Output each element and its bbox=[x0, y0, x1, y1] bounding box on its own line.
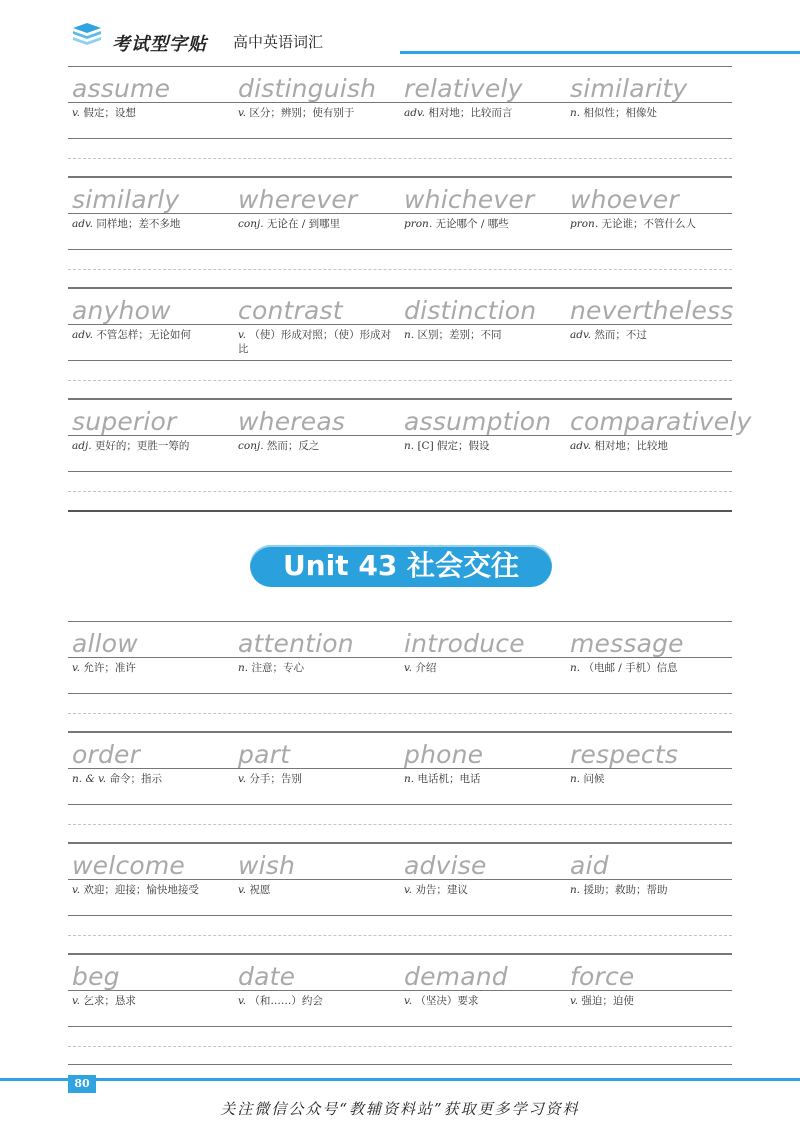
trace-word: distinguish bbox=[238, 74, 377, 103]
trace-word: similarly bbox=[72, 185, 180, 214]
part-of-speech: n. bbox=[570, 884, 581, 896]
meaning-text: 劝告；建议 bbox=[415, 884, 468, 896]
vocab-entry bbox=[566, 177, 732, 257]
header-rule bbox=[400, 51, 800, 54]
trace-word: order bbox=[72, 740, 141, 769]
meaning-text: 无论在 / 到哪里 bbox=[266, 218, 341, 230]
part-of-speech: n. bbox=[404, 440, 415, 452]
meaning-text: 注意；专心 bbox=[251, 662, 304, 674]
meaning-text: 分手；告别 bbox=[249, 773, 302, 785]
trace-word: nevertheless bbox=[570, 296, 734, 325]
trace-word: distinction bbox=[404, 296, 537, 325]
word-definition bbox=[72, 106, 226, 120]
vocab-entry bbox=[566, 66, 732, 146]
dotted-guide-line bbox=[68, 935, 732, 936]
vocab-entry bbox=[234, 621, 400, 701]
part-of-speech: v. bbox=[72, 662, 81, 674]
word-definition bbox=[238, 883, 392, 897]
vocab-entry bbox=[400, 399, 566, 479]
meaning-text: 允许；准许 bbox=[83, 662, 136, 674]
vocab-entry bbox=[68, 288, 234, 368]
word-definition bbox=[404, 772, 558, 786]
trace-word: aid bbox=[570, 851, 609, 880]
trace-word: assumption bbox=[404, 407, 552, 436]
trace-word: phone bbox=[404, 740, 484, 769]
vocab-row bbox=[68, 66, 732, 177]
footer-rule bbox=[0, 1078, 800, 1081]
word-definition bbox=[238, 328, 392, 356]
vocab-entry bbox=[234, 732, 400, 812]
trace-word: contrast bbox=[238, 296, 343, 325]
part-of-speech: n. bbox=[570, 662, 581, 674]
dotted-guide-line bbox=[68, 824, 732, 825]
part-of-speech: adv. bbox=[72, 329, 94, 341]
word-definition bbox=[238, 661, 392, 675]
word-definition bbox=[72, 217, 226, 231]
meaning-text: 援助；救助；帮助 bbox=[583, 884, 668, 896]
word-definition bbox=[404, 439, 558, 453]
meaning-text: （坚决）要求 bbox=[415, 995, 479, 1007]
book-subtitle: 高中英语词汇 bbox=[233, 33, 324, 51]
vocab-entry bbox=[68, 399, 234, 479]
vocab-row bbox=[68, 954, 732, 1065]
meaning-text: 欢迎；迎接；愉快地接受 bbox=[83, 884, 199, 896]
trace-word: introduce bbox=[404, 629, 525, 658]
part-of-speech: n. & v. bbox=[72, 773, 107, 785]
part-of-speech: conj. bbox=[238, 440, 264, 452]
part-of-speech: v. bbox=[72, 884, 81, 896]
part-of-speech: pron. bbox=[570, 218, 599, 230]
vocab-entry bbox=[68, 843, 234, 923]
vocab-entry bbox=[68, 732, 234, 812]
part-of-speech: v. bbox=[238, 329, 247, 341]
meaning-text: 强迫；迫使 bbox=[581, 995, 634, 1007]
part-of-speech: v. bbox=[570, 995, 579, 1007]
word-definition bbox=[72, 328, 226, 342]
meaning-text: 同样地；差不多地 bbox=[96, 218, 181, 230]
vocab-row bbox=[68, 288, 732, 399]
trace-word: assume bbox=[72, 74, 171, 103]
part-of-speech: adv. bbox=[570, 440, 592, 452]
part-of-speech: pron. bbox=[404, 218, 433, 230]
part-of-speech: n. bbox=[404, 773, 415, 785]
vocab-entry bbox=[234, 843, 400, 923]
trace-word: wherever bbox=[238, 185, 358, 214]
meaning-text: 假定；设想 bbox=[83, 107, 136, 119]
word-definition bbox=[570, 217, 724, 231]
vocab-entry bbox=[566, 399, 752, 479]
part-of-speech: conj. bbox=[238, 218, 264, 230]
dotted-guide-line bbox=[68, 1046, 732, 1047]
vocab-entry bbox=[234, 177, 400, 257]
vocab-entry bbox=[400, 843, 566, 923]
part-of-speech: n. bbox=[570, 773, 581, 785]
trace-word: part bbox=[238, 740, 291, 769]
part-of-speech: v. bbox=[404, 995, 413, 1007]
word-definition bbox=[404, 883, 558, 897]
meaning-text: 区分；辨别；使有别于 bbox=[249, 107, 355, 119]
vocab-entry bbox=[566, 954, 732, 1034]
vocab-entry bbox=[400, 954, 566, 1034]
guide-line bbox=[68, 1064, 732, 1065]
book-logo-icon bbox=[72, 22, 102, 48]
part-of-speech: v. bbox=[404, 662, 413, 674]
meaning-text: 祝愿 bbox=[249, 884, 271, 896]
vocab-row bbox=[68, 399, 752, 510]
word-definition bbox=[570, 661, 724, 675]
vocab-entry bbox=[400, 621, 566, 701]
vocab-entry bbox=[400, 66, 566, 146]
part-of-speech: n. bbox=[404, 329, 415, 341]
vocab-row bbox=[68, 732, 732, 843]
trace-word: attention bbox=[238, 629, 354, 658]
meaning-text: 区别；差别；不同 bbox=[417, 329, 502, 341]
meaning-text: （和……）约会 bbox=[249, 995, 323, 1007]
meaning-text: （使）形成对照；（使）形成对比 bbox=[238, 329, 392, 355]
word-definition bbox=[404, 106, 558, 120]
vocab-row bbox=[68, 843, 732, 954]
word-definition bbox=[570, 772, 724, 786]
word-definition bbox=[570, 328, 724, 342]
vocab-entry bbox=[234, 399, 400, 479]
vocab-entry bbox=[68, 177, 234, 257]
trace-word: allow bbox=[72, 629, 138, 658]
meaning-text: 相对地；比较地 bbox=[594, 440, 668, 452]
brand-title: 考试型字贴 bbox=[112, 34, 207, 55]
meaning-text: 然而；反之 bbox=[266, 440, 320, 452]
part-of-speech: adv. bbox=[570, 329, 592, 341]
vocab-entry bbox=[400, 288, 566, 368]
word-definition bbox=[238, 772, 392, 786]
meaning-text: 命令；指示 bbox=[109, 773, 162, 785]
dotted-guide-line bbox=[68, 491, 732, 492]
word-definition bbox=[404, 217, 558, 231]
word-definition bbox=[72, 994, 226, 1008]
unit-title: Unit 43 社会交往 bbox=[282, 549, 520, 582]
meaning-text: 不管怎样；无论如何 bbox=[96, 329, 191, 341]
unit-banner bbox=[250, 545, 552, 587]
word-definition bbox=[238, 106, 392, 120]
vocab-entry bbox=[234, 66, 400, 146]
trace-word: similarity bbox=[570, 74, 688, 103]
vocab-entry bbox=[400, 177, 566, 257]
trace-word: advise bbox=[404, 851, 487, 880]
meaning-text: 无论哪个 / 哪些 bbox=[435, 218, 509, 230]
footer-note: 关注微信公众号“教辅资料站”获取更多学习资料 bbox=[220, 1100, 580, 1118]
meaning-text: 更好的；更胜一筹的 bbox=[94, 440, 190, 452]
vocab-entry bbox=[68, 66, 234, 146]
vocab-row bbox=[68, 177, 732, 288]
trace-word: superior bbox=[72, 407, 177, 436]
dotted-guide-line bbox=[68, 269, 732, 270]
word-definition bbox=[404, 661, 558, 675]
part-of-speech: v. bbox=[72, 107, 81, 119]
word-definition bbox=[570, 106, 724, 120]
part-of-speech: n. bbox=[570, 107, 581, 119]
trace-word: relatively bbox=[404, 74, 523, 103]
trace-word: wish bbox=[238, 851, 296, 880]
trace-word: demand bbox=[404, 962, 508, 991]
word-definition bbox=[72, 772, 226, 786]
meaning-text: 介绍 bbox=[415, 662, 437, 674]
vocab-entry bbox=[566, 621, 732, 701]
part-of-speech: v. bbox=[238, 884, 247, 896]
vocab-entry bbox=[566, 843, 732, 923]
part-of-speech: n. bbox=[238, 662, 249, 674]
trace-word: comparatively bbox=[570, 407, 752, 436]
meaning-text: 无论谁；不管什么人 bbox=[601, 218, 697, 230]
trace-word: anyhow bbox=[72, 296, 171, 325]
page-number: 80 bbox=[68, 1075, 96, 1093]
word-definition bbox=[72, 661, 226, 675]
trace-word: whereas bbox=[238, 407, 346, 436]
part-of-speech: adv. bbox=[404, 107, 426, 119]
part-of-speech: v. bbox=[238, 107, 247, 119]
part-of-speech: v. bbox=[238, 995, 247, 1007]
vocab-entry bbox=[566, 288, 732, 368]
word-definition bbox=[72, 883, 226, 897]
word-definition bbox=[72, 439, 226, 453]
guide-line bbox=[68, 510, 732, 512]
dotted-guide-line bbox=[68, 158, 732, 159]
word-definition bbox=[404, 328, 558, 342]
meaning-text: 相似性；相像处 bbox=[583, 107, 657, 119]
meaning-text: 乞求；恳求 bbox=[83, 995, 136, 1007]
meaning-text: 然而；不过 bbox=[594, 329, 647, 341]
part-of-speech: v. bbox=[238, 773, 247, 785]
trace-word: respects bbox=[570, 740, 679, 769]
word-definition bbox=[404, 994, 558, 1008]
vocab-entry bbox=[68, 621, 234, 701]
trace-word: beg bbox=[72, 962, 120, 991]
vocab-entry bbox=[566, 732, 732, 812]
vocab-entry bbox=[400, 732, 566, 812]
trace-word: whichever bbox=[404, 185, 535, 214]
word-definition bbox=[570, 439, 724, 453]
trace-word: message bbox=[570, 629, 684, 658]
word-definition bbox=[570, 994, 724, 1008]
part-of-speech: adv. bbox=[72, 218, 94, 230]
vocab-row bbox=[68, 621, 732, 732]
dotted-guide-line bbox=[68, 380, 732, 381]
word-definition bbox=[570, 883, 724, 897]
meaning-text: 相对地；比较而言 bbox=[428, 107, 513, 119]
trace-word: welcome bbox=[72, 851, 185, 880]
trace-word: force bbox=[570, 962, 635, 991]
meaning-text: [C] 假定；假设 bbox=[417, 440, 490, 452]
word-definition bbox=[238, 439, 392, 453]
part-of-speech: adj. bbox=[72, 440, 92, 452]
meaning-text: 问候 bbox=[583, 773, 605, 785]
vocab-entry bbox=[234, 954, 400, 1034]
dotted-guide-line bbox=[68, 713, 732, 714]
meaning-text: 电话机；电话 bbox=[417, 773, 481, 785]
page-header bbox=[0, 0, 800, 60]
word-definition bbox=[238, 217, 392, 231]
trace-word: whoever bbox=[570, 185, 679, 214]
part-of-speech: v. bbox=[404, 884, 413, 896]
part-of-speech: v. bbox=[72, 995, 81, 1007]
vocab-entry bbox=[68, 954, 234, 1034]
trace-word: date bbox=[238, 962, 296, 991]
meaning-text: （电邮 / 手机）信息 bbox=[583, 662, 678, 674]
vocab-entry bbox=[234, 288, 400, 368]
word-definition bbox=[238, 994, 392, 1008]
